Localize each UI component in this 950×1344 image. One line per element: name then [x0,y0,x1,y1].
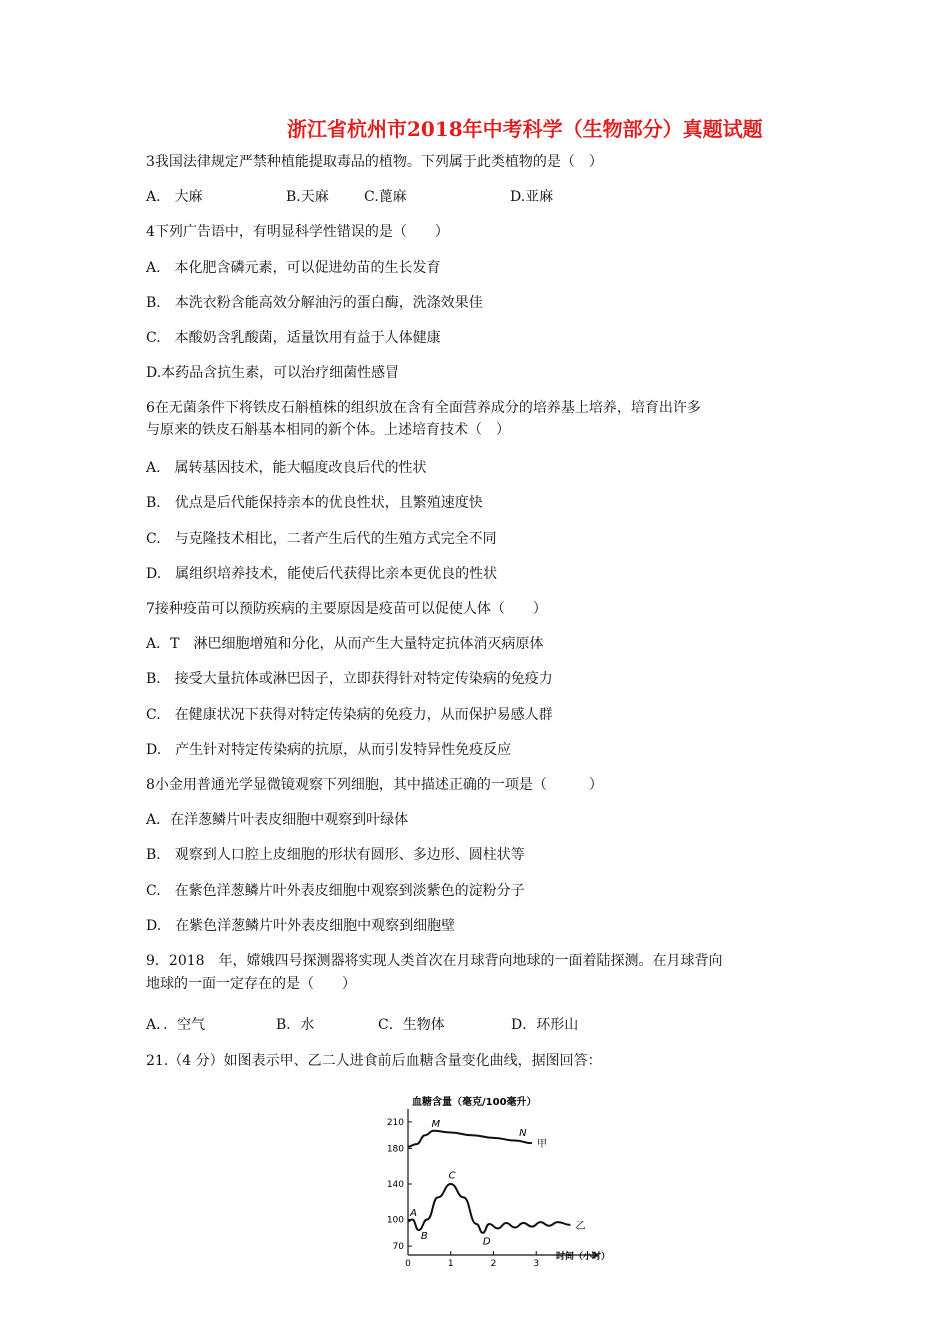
y-axis-label: 血糖含量（毫克/100毫升） [412,1097,537,1108]
q6-option-a: A. 属转基因技术，能大幅度改良后代的性状 [146,460,427,476]
q6-option-b: B. 优点是后代能保持亲本的优良性状，且繁殖速度快 [146,495,483,511]
q4-stem: 4下列广告语中，有明显科学性错误的是（ ） [146,224,449,240]
point-label-n: N [519,1128,527,1140]
q4-option-d: D.本药品含抗生素，可以治疗细菌性感冒 [146,365,400,381]
q3-stem: 3我国法律规定严禁种植能提取毒品的植物。下列属于此类植物的是（ ） [146,154,603,170]
q7-option-a: A．T 淋巴细胞增殖和分化，从而产生大量特定抗体消灭病原体 [146,636,544,652]
chart-series [408,1131,585,1233]
q7-option-d: D. 产生针对特定传染病的抗原，从而引发特异性免疫反应 [146,742,512,758]
series-line-jia [408,1131,532,1147]
series-label: 乙 [575,1220,586,1232]
q6-option-c: C. 与克隆技术相比，二者产生后代的生殖方式完全不同 [146,531,497,547]
q4-option-a: A. 本化肥含磷元素，可以促进幼苗的生长发育 [146,260,441,276]
point-labels [409,1119,527,1247]
q8-stem: 8小金用普通光学显微镜观察下列细胞，其中描述正确的一项是（ ） [146,777,603,793]
q6-stem-line1: 6在无菌条件下将铁皮石斛植株的组织放在含有全面营养成分的培养基上培养，培育出许多 [146,400,701,416]
q7-option-b: B. 接受大量抗体或淋巴因子，立即获得针对特定传染病的免疫力 [146,671,553,687]
y-tick-label: 70 [392,1242,404,1253]
point-label-c: C [448,1170,456,1182]
x-ticks [405,1251,539,1269]
q9-option-d: D．环形山 [511,1017,579,1033]
q7-option-c: C. 在健康状况下获得对特定传染病的免疫力，从而保护易感人群 [146,707,553,723]
point-label-m: M [431,1119,441,1131]
q9-stem-line1: 9．2018 年，嫦娥四号探测器将实现人类首次在月球背向地球的一面着陆探测。在月球背向 [146,953,723,969]
q3-options [146,188,553,206]
x-tick-label: 3 [533,1259,540,1269]
series-label: 甲 [536,1139,547,1151]
q6-stem-line2: 与原来的铁皮石斛基本相同的新个体。上述培育技术（ ） [146,422,510,438]
q21-stem: 21.（4 分）如图表示甲、乙二人进食前后血糖含量变化曲线，据图回答： [146,1053,602,1069]
blood-sugar-chart [372,1095,612,1271]
q3-option-d: D.亚麻 [510,189,554,205]
q8-option-a: A．在洋葱鳞片叶表皮细胞中观察到叶绿体 [146,812,409,828]
y-tick-label: 100 [386,1215,404,1226]
q9-option-a: A．．空气 [146,1017,206,1033]
q4-option-b: B. 本洗衣粉含能高效分解油污的蛋白酶，洗涤效果佳 [146,295,483,311]
q9-options [146,1016,578,1034]
y-tick-label: 140 [386,1180,404,1190]
q8-option-c: C. 在紫色洋葱鳞片叶外表皮细胞中观察到淡紫色的淀粉分子 [146,883,525,899]
q7-stem: 7接种疫苗可以预防疾病的主要原因是疫苗可以促使人体（ ） [146,601,547,617]
q9-stem-line2: 地球的一面一定存在的是（ ） [146,976,356,992]
q8-option-b: B. 观察到人口腔上皮细胞的形状有圆形、多边形、圆柱状等 [146,847,525,863]
q3-option-b: B.天麻 [286,189,329,205]
q9-option-c: C．生物体 [378,1017,445,1033]
q3-option-a: A. 大麻 [146,189,203,205]
q4-option-c: C. 本酸奶含乳酸菌，适量饮用有益于人体健康 [146,330,441,346]
q9-option-b: B．水 [276,1017,315,1033]
y-tick-label: 210 [386,1117,404,1128]
point-label-b: B [420,1231,428,1243]
x-axis-label: 时间（小时） [556,1252,611,1262]
page-title: 浙江省杭州市2018年中考科学（生物部分）真题试题 [287,117,763,141]
x-tick-label: 2 [490,1259,497,1269]
point-label-a: A [410,1207,417,1219]
q8-option-d: D. 在紫色洋葱鳞片叶外表皮细胞中观察到细胞壁 [146,918,456,934]
q3-option-c: C.蓖麻 [364,189,407,205]
x-tick-label: 1 [447,1259,454,1269]
y-tick-label: 180 [386,1144,404,1155]
x-tick-label: 0 [405,1259,411,1269]
point-label-d: D [482,1236,491,1248]
q6-option-d: D. 属组织培养技术，能使后代获得比亲本更优良的性状 [146,566,498,582]
series-line-yi [408,1184,570,1233]
